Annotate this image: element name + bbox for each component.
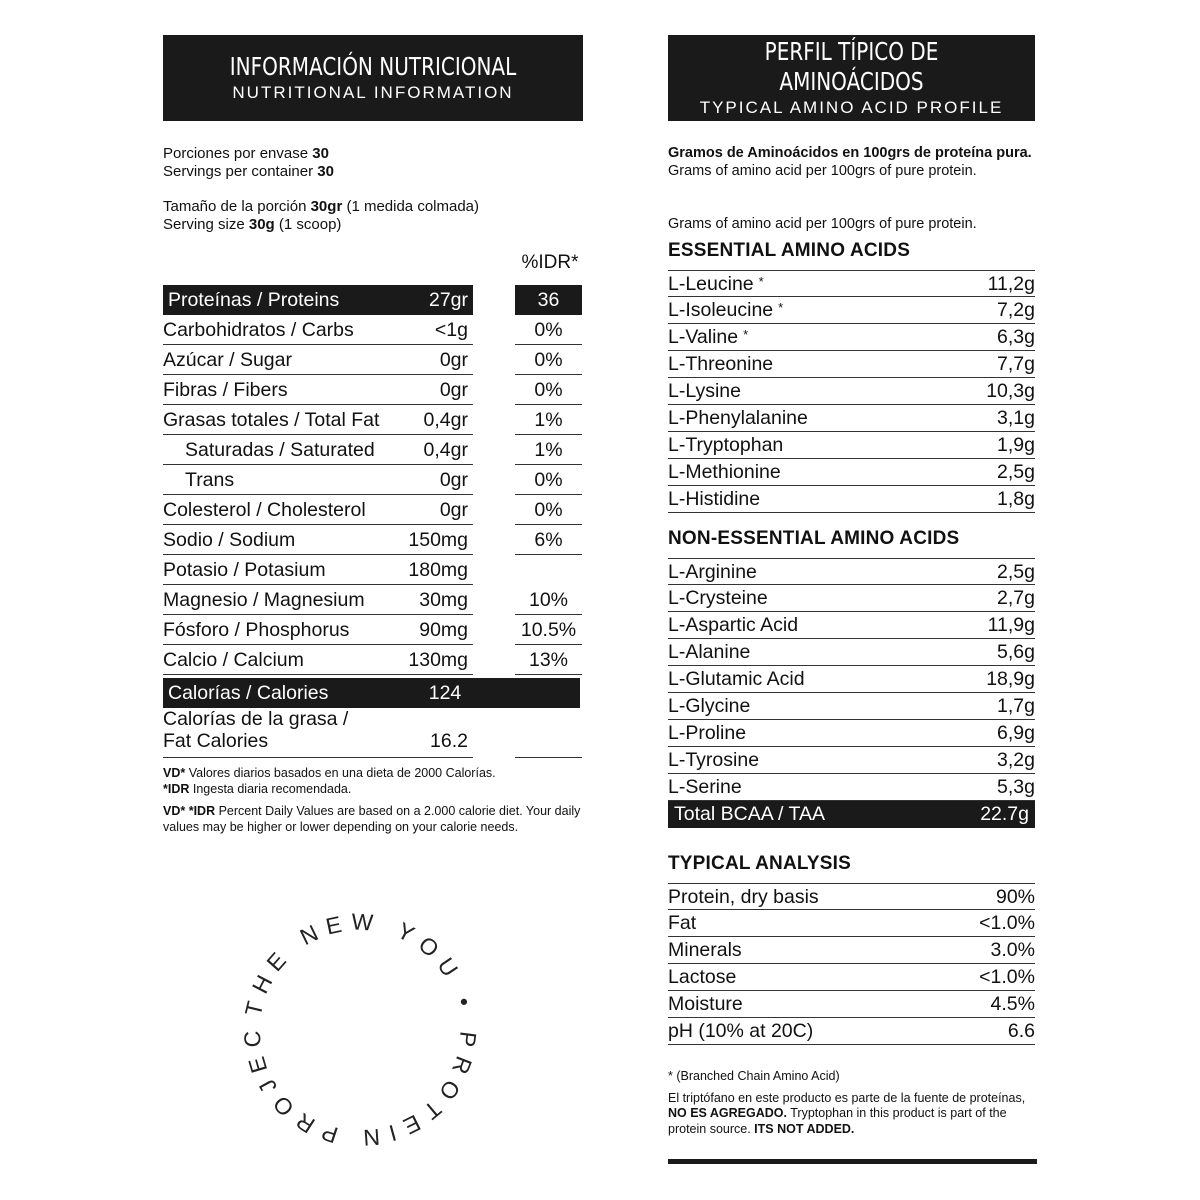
nonessential-amino-name: L-Serine bbox=[668, 776, 742, 798]
nonessential-amino-row bbox=[668, 612, 1035, 639]
bottom-rule bbox=[668, 1159, 1037, 1164]
nonessential-amino-name: L-Crysteine bbox=[668, 587, 768, 609]
analysis-row bbox=[668, 964, 1035, 991]
amino-header-title: PERFIL TÍPICO DE AMINOÁCIDOS bbox=[764, 37, 939, 96]
essential-amino-name: L-Methionine bbox=[668, 461, 781, 483]
fat-calories-label-1: Calorías de la grasa / bbox=[163, 708, 349, 730]
nutrition-row bbox=[163, 555, 583, 585]
nutrition-header bbox=[163, 35, 583, 121]
amino-header bbox=[668, 35, 1035, 121]
nutrition-idr-value: 13% bbox=[515, 645, 582, 675]
nonessential-amino-value: 2,5g bbox=[997, 561, 1035, 583]
nutrition-label: Fibras / Fibers bbox=[163, 379, 288, 401]
nonessential-amino-value: 1,7g bbox=[997, 695, 1035, 717]
nutrition-value: 0gr bbox=[439, 499, 468, 521]
total-bcaa-row bbox=[668, 801, 1035, 828]
nonessential-amino-name: L-Glutamic Acid bbox=[668, 668, 805, 690]
nonessential-amino-name: L-Tyrosine bbox=[668, 749, 760, 771]
nutrition-idr-value: 0% bbox=[515, 315, 582, 345]
nutrition-row bbox=[163, 645, 583, 675]
analysis-name: Protein, dry basis bbox=[668, 886, 819, 908]
analysis-row bbox=[668, 1018, 1035, 1045]
essential-amino-value: 3,1g bbox=[997, 407, 1035, 429]
essential-amino-value: 6,3g bbox=[997, 326, 1035, 348]
nutrition-label: Saturadas / Saturated bbox=[185, 439, 375, 461]
analysis-row bbox=[668, 883, 1035, 910]
nutrition-row bbox=[163, 315, 583, 345]
essential-amino-row bbox=[668, 432, 1035, 459]
essential-amino-name: L-Lysine bbox=[668, 380, 741, 402]
fat-calories-row bbox=[163, 708, 583, 758]
nonessential-amino-value: 2,7g bbox=[997, 587, 1035, 609]
nonessential-amino-name: L-Proline bbox=[668, 722, 747, 744]
idr-column-header: %IDR* bbox=[521, 252, 579, 273]
nonessential-amino-row bbox=[668, 585, 1035, 612]
nutrition-value: 0gr bbox=[439, 349, 468, 371]
analysis-value: 90% bbox=[995, 886, 1035, 908]
essential-amino-name: L-Phenylalanine bbox=[668, 407, 808, 429]
nonessential-amino-name: L-Glycine bbox=[668, 695, 751, 717]
nonessential-amino-row bbox=[668, 666, 1035, 693]
nutrition-value: 180mg bbox=[408, 559, 468, 581]
nutrition-value: 90mg bbox=[419, 619, 468, 641]
essential-amino-row bbox=[668, 459, 1035, 486]
nutrition-idr-value: 0% bbox=[515, 375, 582, 405]
nutrition-label: Azúcar / Sugar bbox=[163, 349, 292, 371]
nutrition-row bbox=[163, 345, 583, 375]
footnote-en: VD* *IDR Percent Daily Values are based on a 2.000 calorie diet. Your daily values may be higher or lower depending on your calorie needs. bbox=[163, 804, 581, 834]
nonessential-amino-value: 18,9g bbox=[986, 668, 1035, 690]
nutrition-idr-value: 1% bbox=[515, 435, 582, 465]
nutrition-label: Colesterol / Cholesterol bbox=[163, 499, 366, 521]
nutrition-label: Carbohidratos / Carbs bbox=[163, 319, 354, 341]
nutrition-row bbox=[163, 495, 583, 525]
analysis-row bbox=[668, 937, 1035, 964]
essential-amino-value: 1,9g bbox=[997, 434, 1035, 456]
calories-row bbox=[163, 678, 580, 708]
essential-amino-row bbox=[668, 324, 1035, 351]
analysis-value: 4.5% bbox=[990, 993, 1035, 1015]
essential-amino-name: L-Threonine bbox=[668, 353, 774, 375]
nutrition-row bbox=[163, 435, 583, 465]
nutrition-value: 130mg bbox=[408, 649, 468, 671]
amino-intro: Gramos de Aminoácidos en 100grs de proteína pura. Grams of amino acid per 100grs of pure protein. bbox=[668, 145, 1032, 179]
nonessential-amino-value: 5,6g bbox=[997, 641, 1035, 663]
nutrition-label: Magnesio / Magnesium bbox=[163, 589, 365, 611]
essential-amino-name: L-Leucine * bbox=[668, 273, 764, 295]
nutrition-label: Proteínas / Proteins bbox=[168, 289, 340, 311]
amino-intro-2: Grams of amino acid per 100grs of pure protein. bbox=[668, 216, 977, 232]
nutrition-idr-value: 6% bbox=[515, 525, 582, 555]
calories-label: Calorías / Calories bbox=[168, 682, 329, 704]
footnote-vd: VD* Valores diarios basados en una dieta de 2000 Calorías. bbox=[163, 766, 496, 780]
nutrition-idr-value: 0% bbox=[515, 465, 582, 495]
analysis-value: <1.0% bbox=[979, 966, 1035, 988]
essential-amino-value: 11,2g bbox=[987, 273, 1035, 295]
analysis-name: Minerals bbox=[668, 939, 742, 961]
analysis-title: TYPICAL ANALYSIS bbox=[668, 853, 852, 874]
circle-logo-text: THE NEW YOU • PROTEIN PROJEC bbox=[238, 908, 482, 1152]
fat-calories-label-2: Fat Calories bbox=[163, 730, 269, 752]
essential-amino-row bbox=[668, 405, 1035, 432]
nutrition-value: 0gr bbox=[439, 379, 468, 401]
essential-amino-value: 7,2g bbox=[997, 299, 1035, 321]
nonessential-amino-row bbox=[668, 693, 1035, 720]
total-bcaa-label: Total BCAA / TAA bbox=[674, 803, 826, 825]
nutrition-idr-value bbox=[515, 555, 582, 585]
nonessential-amino-row bbox=[668, 558, 1035, 585]
serving-info bbox=[163, 145, 588, 233]
essential-amino-row bbox=[668, 297, 1035, 324]
nutrition-idr-value: 10% bbox=[515, 585, 582, 615]
nutrition-row bbox=[163, 525, 583, 555]
nutrition-row bbox=[163, 285, 583, 315]
analysis-value: 6.6 bbox=[1007, 1020, 1035, 1042]
nutrition-label: Calcio / Calcium bbox=[163, 649, 304, 671]
analysis-name: Fat bbox=[668, 912, 697, 934]
essential-amino-name: L-Tryptophan bbox=[668, 434, 784, 456]
bcaa-star: * bbox=[778, 300, 784, 315]
nutrition-label: Grasas totales / Total Fat bbox=[163, 409, 380, 431]
essential-amino-value: 1,8g bbox=[997, 488, 1035, 510]
nutrition-header-subtitle: NUTRITIONAL INFORMATION bbox=[232, 83, 514, 102]
nonessential-amino-value: 5,3g bbox=[997, 776, 1035, 798]
nutrition-row bbox=[163, 375, 583, 405]
amino-footnotes bbox=[668, 1069, 1035, 1137]
analysis-row bbox=[668, 991, 1035, 1018]
nutrition-value: 0,4gr bbox=[423, 409, 468, 431]
nonessential-amino-row bbox=[668, 639, 1035, 666]
essential-amino-name: L-Isoleucine * bbox=[668, 299, 784, 321]
nutrition-idr-value: 0% bbox=[515, 345, 582, 375]
nutrition-row bbox=[163, 615, 583, 645]
nutrition-value: <1g bbox=[434, 319, 468, 341]
amino-header-subtitle: TYPICAL AMINO ACID PROFILE bbox=[699, 98, 1004, 117]
circle-text-svg bbox=[230, 900, 490, 1160]
nonessential-amino-row bbox=[668, 774, 1035, 801]
total-bcaa-value: 22.7g bbox=[980, 803, 1029, 825]
essential-amino-row bbox=[668, 486, 1035, 513]
nonessential-amino-row bbox=[668, 720, 1035, 747]
analysis-name: Lactose bbox=[668, 966, 737, 988]
bcaa-star: * bbox=[743, 327, 749, 342]
nonessential-amino-value: 3,2g bbox=[997, 749, 1035, 771]
brand-circle-logo bbox=[230, 900, 490, 1160]
analysis-value: <1.0% bbox=[979, 912, 1035, 934]
nutrition-label: Potasio / Potasium bbox=[163, 559, 326, 581]
essential-amino-row bbox=[668, 378, 1035, 405]
analysis-row bbox=[668, 910, 1035, 937]
analysis-name: pH (10% at 20C) bbox=[668, 1020, 814, 1042]
bcaa-note: * (Branched Chain Amino Acid) bbox=[668, 1069, 840, 1083]
nonessential-amino-name: L-Alanine bbox=[668, 641, 751, 663]
essential-amino-name: L-Histidine bbox=[668, 488, 761, 510]
nutrition-idr-value: 1% bbox=[515, 405, 582, 435]
nonessential-amino-value: 11,9g bbox=[987, 614, 1035, 636]
servings-es: Porciones por envase 30 bbox=[163, 145, 329, 162]
essential-amino-value: 2,5g bbox=[997, 461, 1035, 483]
nutrition-value: 150mg bbox=[408, 529, 468, 551]
analysis-value: 3.0% bbox=[990, 939, 1035, 961]
nutrition-header-title: INFORMACIÓN NUTRICIONAL bbox=[229, 52, 517, 81]
analysis-name: Moisture bbox=[668, 993, 743, 1015]
nonessential-amino-row bbox=[668, 747, 1035, 774]
essential-amino-value: 10,3g bbox=[986, 380, 1035, 402]
fat-calories-value: 16.2 bbox=[430, 730, 468, 752]
nonessential-amino-value: 6,9g bbox=[997, 722, 1035, 744]
nutrition-value: 0,4gr bbox=[423, 439, 468, 461]
nonessential-amino-name: L-Arginine bbox=[668, 561, 757, 583]
size-en: Serving size 30g (1 scoop) bbox=[163, 215, 342, 233]
essential-amino-row bbox=[668, 351, 1035, 378]
essential-amino-row bbox=[668, 270, 1035, 297]
tryptophan-note: El triptófano en este producto es parte de la fuente de proteínas, NO ES AGREGADO. Tryptophan in this product is part of the protein source. ITS NOT ADDED. bbox=[668, 1090, 1026, 1136]
nutrition-row bbox=[163, 405, 583, 435]
servings-en: Servings per container 30 bbox=[163, 162, 334, 180]
nutrition-idr-value: 36 bbox=[515, 285, 582, 315]
nutrition-footnotes bbox=[163, 766, 588, 835]
nutrition-label: Sodio / Sodium bbox=[163, 529, 296, 551]
bcaa-star: * bbox=[758, 274, 764, 289]
nonessential-amino-name: L-Aspartic Acid bbox=[668, 614, 799, 636]
nutrition-row bbox=[163, 585, 583, 615]
essential-amino-value: 7,7g bbox=[997, 353, 1035, 375]
nutrition-row bbox=[163, 465, 583, 495]
nutrition-label: Trans bbox=[185, 469, 235, 491]
footnote-idr: *IDR Ingesta diaria recomendada. bbox=[163, 781, 352, 796]
nonessential-title: NON-ESSENTIAL AMINO ACIDS bbox=[668, 528, 960, 549]
nutrition-value: 27gr bbox=[428, 289, 468, 311]
essential-title: ESSENTIAL AMINO ACIDS bbox=[668, 240, 911, 261]
size-es: Tamaño de la porción 30gr (1 medida colmada) bbox=[163, 198, 480, 215]
essential-amino-name: L-Valine * bbox=[668, 326, 749, 348]
nutrition-idr-value: 0% bbox=[515, 495, 582, 525]
nutrition-label: Fósforo / Phosphorus bbox=[163, 619, 350, 641]
nutrition-value: 0gr bbox=[439, 469, 468, 491]
nutrition-idr-value: 10.5% bbox=[515, 615, 582, 645]
calories-value: 124 bbox=[428, 682, 462, 704]
nutrition-value: 30mg bbox=[419, 589, 468, 611]
